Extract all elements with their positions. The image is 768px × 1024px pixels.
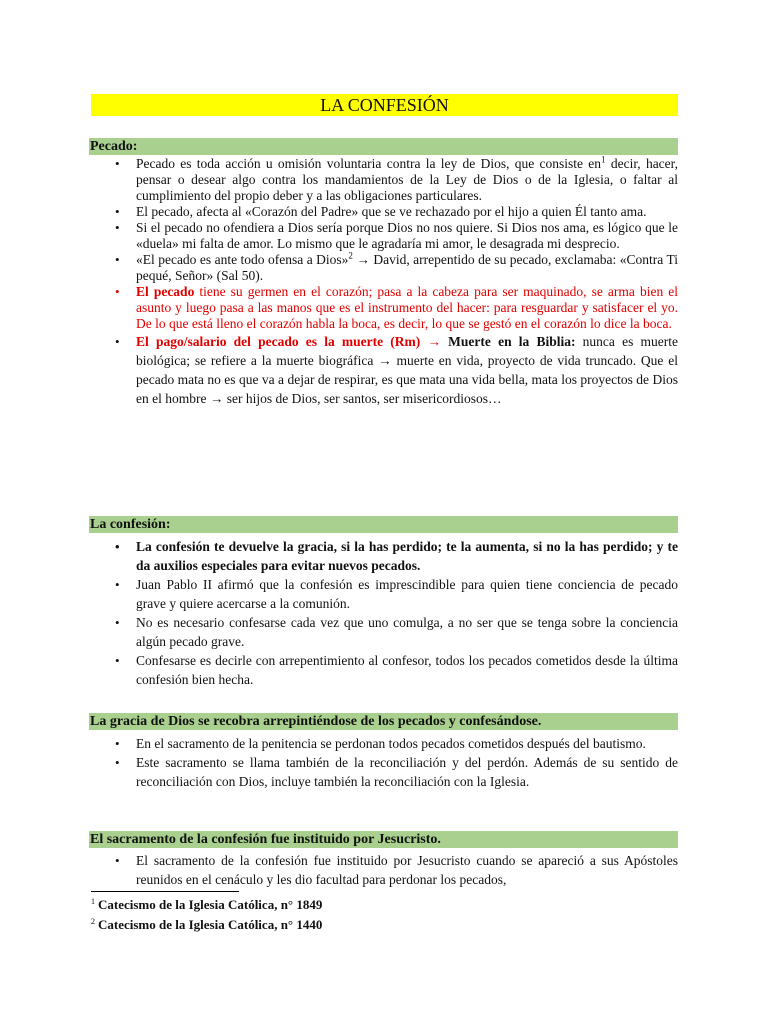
confesion-list <box>113 537 678 689</box>
section-heading-sacramento: El sacramento de la confesión fue instituido por Jesucristo. <box>89 831 678 848</box>
list-item: • Pecado es toda acción u omisión voluntaria contra la ley de Dios, que consiste $en^1$ decir, hacer, pensar o desear algo contra los mandamientos de la Ley de Dios o de la Iglesia, o faltar al cumplimiento del propio deber y a las obligaciones particulares. <box>113 156 678 204</box>
section-heading-pecado: Pecado: <box>89 138 678 155</box>
gracia-list <box>113 734 678 791</box>
list-item: • No es necesario confesarse cada vez que uno comulga, a no ser que se tenga sobre la conciencia algún pecado grave. <box>113 613 678 651</box>
section-heading-confesion: La confesión: <box>89 516 678 533</box>
footnotes <box>91 895 322 935</box>
list-item: • El pecado, afecta al «Corazón del Padre» que se ve rechazado por el hijo a quien Él tanto ama. <box>113 204 678 220</box>
footnote-ref[interactable]: 2 <box>348 250 353 261</box>
list-item: • El sacramento de la confesión fue instituido por Jesucristo cuando se apareció a sus Apóstoles reunidos en el cenáculo y les dio facultad para perdonar los pecados, <box>113 851 678 889</box>
list-item: • El pago/salario del pecado es la muerte (Rm) → Muerte en la Biblia: nunca es muerte biológica; se refiere a la muerte biográfica → muerte en vida, proyecto de vida truncado. Que el pecado mata no es que va a dejar de respirar, es que mata una vida bella, mata los proyectos de Dios en el hombre → ser hijos de Dios, ser santos, ser misericordiosos… <box>113 332 678 408</box>
page-title: LA CONFESIÓN <box>91 94 678 116</box>
list-item: • Juan Pablo II afirmó que la confesión es imprescindible para quien tiene conciencia de pecado grave y quiere acercarse a la comunión. <box>113 575 678 613</box>
section-heading-gracia: La gracia de Dios se recobra arrepintiéndose de los pecados y confesándose. <box>89 713 678 730</box>
list-item: • En el sacramento de la penitencia se perdonan todos pecados cometidos después del bautismo. <box>113 734 678 753</box>
footnote-separator <box>91 891 239 892</box>
footnote: $^2$ Catecismo de la Iglesia Católica, n° 1440 <box>91 916 323 932</box>
footnote-ref[interactable]: 1 <box>601 154 606 165</box>
sacramento-list <box>113 851 678 889</box>
list-item: • La confesión te devuelve la gracia, si la has perdido; te la aumenta, si no la has perdido; y te da auxilios especiales para evitar nuevos pecados. <box>113 537 678 575</box>
list-item: • Este sacramento se llama también de la reconciliación y del perdón. Además de su sentido de reconciliación con Dios, incluye también la reconciliación con la Iglesia. <box>113 753 678 791</box>
list-item: • El pecado tiene su germen en el corazón; pasa a la cabeza para ser maquinado, se arma bien el asunto y luego pasa a las manos que es el instrumento del hacer: para resguardar y satisfacer el yo. De lo que está lleno el corazón habla la boca, es decir, lo que se gestó en el corazón lo dice la boca. <box>113 284 678 332</box>
footnote: $^1$ Catecismo de la Iglesia Católica, n° 1849 <box>91 896 323 912</box>
list-item: • Confesarse es decirle con arrepentimiento al confesor, todos los pecados cometidos desde la última confesión bien hecha. <box>113 651 678 689</box>
pecado-list <box>113 156 678 408</box>
list-item: • Si el pecado no ofendiera a Dios sería porque Dios no nos quiere. Si Dios nos ama, es lógico que le «duela» mi falta de amor. Lo mismo que le agradaría mi amor, le desagrada mi desprecio. <box>113 220 678 252</box>
list-item: • «El pecado es ante todo ofensa a Dios»$^2$ → David, arrepentido de su pecado, exclamaba: «Contra Ti pequé, Señor» (Sal 50). <box>113 252 678 284</box>
